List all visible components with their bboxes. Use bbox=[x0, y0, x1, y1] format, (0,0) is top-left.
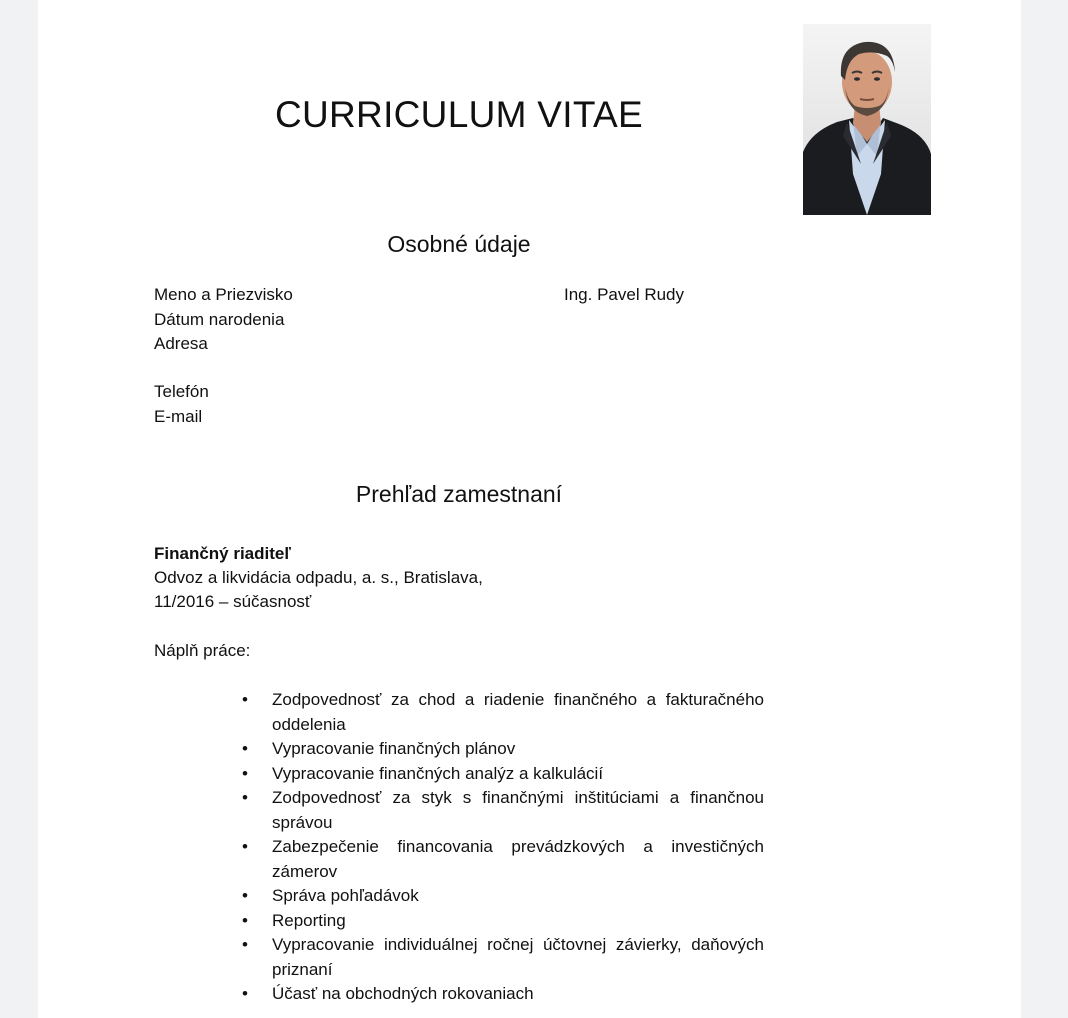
duty-text: Zabezpečenie financovania prevádzkových a investičných zámerov bbox=[272, 837, 764, 881]
field-label-birth-date: Dátum narodenia bbox=[154, 310, 285, 329]
job-title: Finančný riaditeľ bbox=[154, 544, 291, 563]
list-item bbox=[234, 762, 764, 787]
bullet-icon: • bbox=[242, 690, 248, 709]
list-item bbox=[234, 835, 764, 884]
list-item bbox=[234, 909, 764, 934]
duty-text: Vypracovanie finančných analýz a kalkulácií bbox=[272, 763, 604, 783]
field-label-address: Adresa bbox=[154, 334, 208, 353]
employment-heading: Prehľad zamestnaní bbox=[355, 481, 563, 507]
duty-text: Vypracovanie finančných plánov bbox=[272, 739, 516, 758]
field-label-email: E-mail bbox=[154, 407, 203, 426]
field-label-phone: Telefón bbox=[154, 382, 209, 401]
list-item bbox=[234, 786, 764, 835]
bullet-icon: • bbox=[242, 935, 248, 954]
job-period: 11/2016 – súčasnosť bbox=[154, 592, 312, 611]
bullet-icon: • bbox=[242, 984, 248, 1003]
list-item bbox=[234, 737, 764, 762]
personal-info-heading: Osobné údaje bbox=[387, 231, 531, 257]
duty-text: Zodpovednosť za chod a riadenie finančného a fakturačného oddelenia bbox=[272, 690, 764, 734]
document-title: CURRICULUM VITAE bbox=[275, 94, 643, 135]
duty-text: Správa pohľadávok bbox=[272, 886, 419, 905]
duty-text: Vypracovanie individuálnej ročnej účtovnej závierky, daňových priznaní bbox=[272, 935, 764, 979]
field-label-name: Meno a Priezvisko bbox=[154, 285, 293, 304]
duty-text: Reporting bbox=[272, 910, 346, 930]
bullet-icon: • bbox=[242, 910, 248, 930]
duty-text: Zodpovednosť za styk s finančnými inštitúciami a finančnou správou bbox=[272, 788, 764, 832]
bullet-icon: • bbox=[242, 763, 248, 783]
list-item bbox=[234, 884, 764, 909]
bullet-icon: • bbox=[242, 837, 248, 856]
duty-text: Účasť na obchodných rokovaniach bbox=[272, 984, 534, 1003]
list-item bbox=[234, 933, 764, 982]
job-duties-label: Náplň práce: bbox=[154, 641, 251, 660]
list-item bbox=[234, 982, 764, 1007]
list-item bbox=[234, 688, 764, 737]
cv-page bbox=[38, 0, 1021, 1018]
bullet-icon: • bbox=[242, 788, 248, 807]
job-duties-list bbox=[234, 688, 764, 1007]
bullet-icon: • bbox=[242, 739, 248, 758]
bullet-icon: • bbox=[242, 886, 248, 905]
job-company: Odvoz a likvidácia odpadu, a. s., Bratislava, bbox=[154, 568, 483, 587]
field-value-name: Ing. Pavel Rudy bbox=[564, 285, 685, 304]
